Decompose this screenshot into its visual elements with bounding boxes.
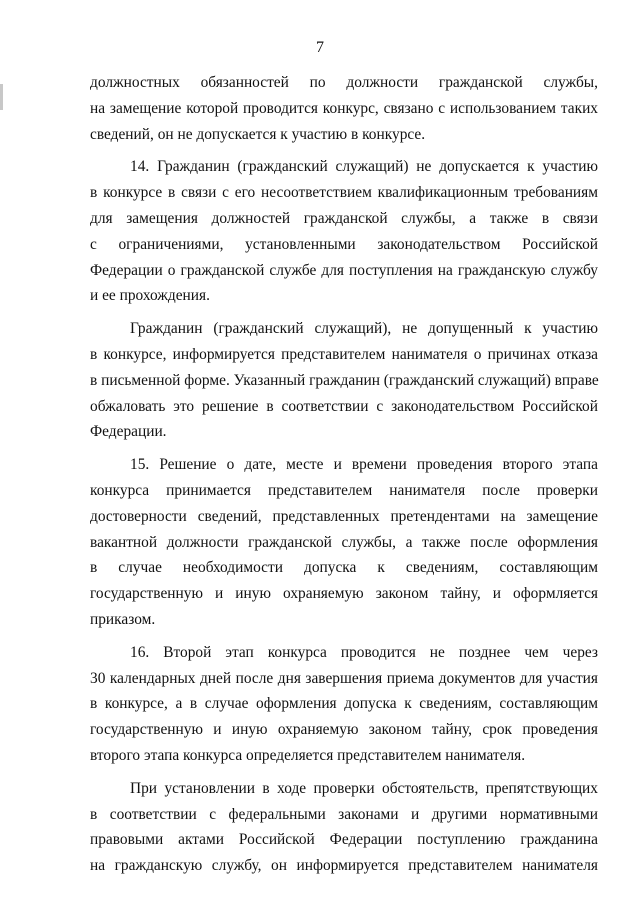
- text-line: государственную и иную охраняемую законом тайну, срок проведения: [90, 721, 598, 739]
- paragraph-gap: [90, 147, 598, 154]
- paragraph-gap: [90, 769, 598, 776]
- text-line: в конкурсе, информируется представителем нанимателя о причинах отказа: [90, 345, 598, 363]
- paragraph: [90, 452, 598, 633]
- text-line: обжаловать это решение в соответствии с законодательством Российской: [90, 397, 598, 415]
- text-line: правовыми актами Российской Федерации поступлению гражданина: [90, 831, 598, 849]
- paragraph-gap: [90, 309, 598, 316]
- paragraph: [90, 316, 598, 445]
- paragraph: [90, 776, 598, 879]
- text-line: 30 календарных дней после дня завершения приема документов для участия: [90, 669, 598, 687]
- paragraph: [90, 154, 598, 309]
- text-line: для замещения должностей гражданской службы, а также в связи: [90, 209, 598, 227]
- paragraph: [90, 640, 598, 769]
- text-line: Федерации о гражданской службе для поступления на гражданскую службу: [90, 261, 598, 279]
- document-body: [90, 70, 598, 879]
- text-line: государственную и иную охраняемую законом тайну, и оформляется: [90, 585, 598, 603]
- text-line: в соответствии с федеральными законами и другими нормативными: [90, 805, 598, 823]
- text-line: вакантной должности гражданской службы, а также после оформления: [90, 533, 598, 551]
- text-line: на замещение которой проводится конкурс, связано с использованием таких: [90, 99, 598, 117]
- text-line: в письменной форме. Указанный гражданин (гражданский служащий) вправе: [90, 371, 599, 389]
- scan-edge-mark: [0, 84, 3, 110]
- text-line: При установлении в ходе проверки обстоятельств, препятствующих: [130, 779, 598, 797]
- text-line: в случае необходимости допуска к сведениям, составляющим: [90, 559, 598, 577]
- text-line: Гражданин (гражданский служащий), не допущенный к участию: [130, 320, 598, 338]
- text-line: на гражданскую службу, он информируется представителем нанимателя: [90, 857, 598, 875]
- text-line: второго этапа конкурса определяется представителем нанимателя.: [90, 746, 526, 764]
- text-line: 15. Решение о дате, месте и времени проведения второго этапа: [130, 456, 598, 474]
- text-line: и ее прохождения.: [90, 287, 210, 305]
- text-line: приказом.: [90, 610, 156, 628]
- paragraph-gap: [90, 633, 598, 640]
- text-line: конкурса принимается представителем нанимателя после проверки: [90, 481, 598, 499]
- text-line: сведений, он не допускается к участию в конкурсе.: [90, 125, 426, 143]
- text-line: с ограничениями, установленными законодательством Российской: [90, 235, 598, 253]
- text-line: 14. Гражданин (гражданский служащий) не допускается к участию: [130, 158, 598, 176]
- text-line: должностных обязанностей по должности гражданской службы,: [90, 74, 598, 91]
- paragraph-gap: [90, 445, 598, 452]
- text-line: в конкурсе в связи с его несоответствием квалификационным требованиям: [90, 184, 598, 202]
- text-line: Федерации.: [90, 423, 167, 441]
- paragraph: [90, 70, 598, 147]
- text-line: достоверности сведений, представленных претендентами на замещение: [90, 507, 598, 525]
- page-number: 7: [316, 39, 324, 56]
- text-line: 16. Второй этап конкурса проводится не позднее чем через: [130, 643, 598, 661]
- text-line: в конкурсе, а в случае оформления допуска к сведениям, составляющим: [90, 695, 598, 713]
